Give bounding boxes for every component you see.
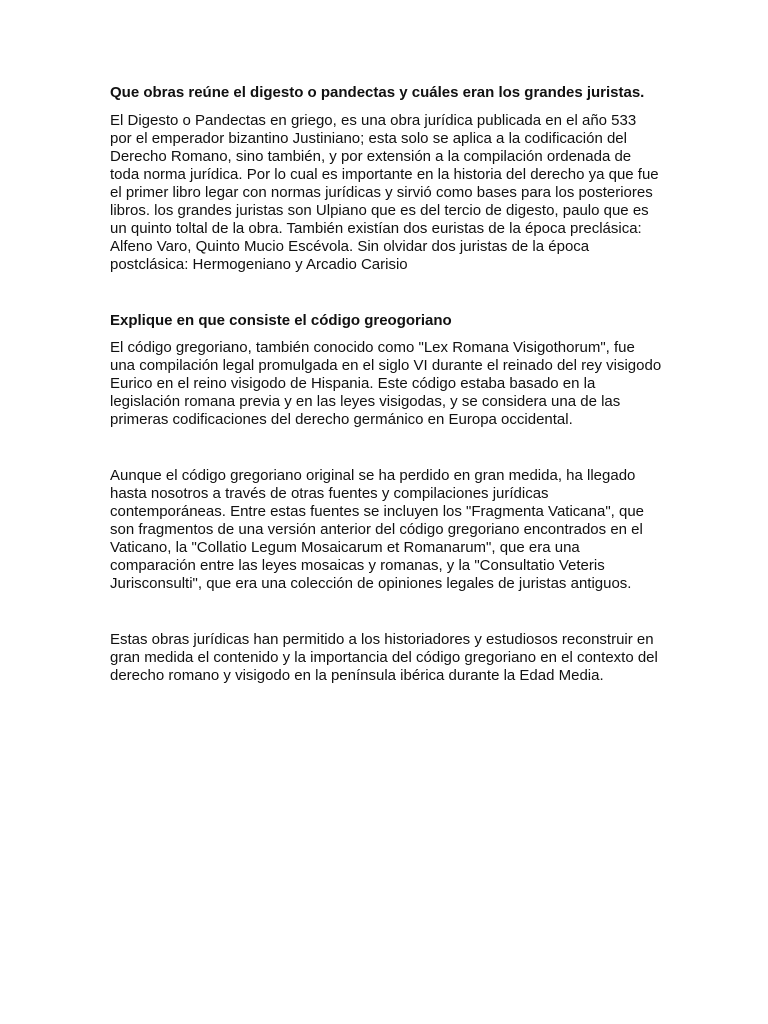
paragraph-codigo-intro: El código gregoriano, también conocido como "Lex Romana Visigothorum", fue una compilación legal promulgada en el siglo VI durante el reinado del rey visigodo Eurico en el reino visigodo de Hispania. Este código estaba basado en la legislación romana previa y en las leyes visigodas, y se considera una de las primeras codificaciones del derecho germánico en Europa occidental. xyxy=(110,339,662,428)
paragraph-digesto: El Digesto o Pandectas en griego, es una obra jurídica publicada en el año 533 por el emperador bizantino Justiniano; esta solo se aplica a la codificación del Derecho Romano, sino también, y por extensión a la compilación ordenada de toda norma jurídica. Por lo cual es importante en la historia del derecho ya que fue el primer libro legar con normas jurídicas y sirvió como bases para los posteriores libros. los grandes juristas son Ulpiano que es del tercio de digesto, paulo que es un quinto toltal de la obra. También existían dos euristas de la época preclásica: Alfeno Varo, Quinto Mucio Escévola. Sin olvidar dos juristas de la época postclásica: Hermogeniano y Arcadio Carisio xyxy=(110,112,659,273)
paragraph-codigo-conclusion: Estas obras jurídicas han permitido a los historiadores y estudiosos reconstruir en gran medida el contenido y la importancia del código gregoriano en el contexto del derecho romano y visigodo en la península ibérica durante la Edad Media. xyxy=(110,631,658,684)
section-heading-digesto: Que obras reúne el digesto o pandectas y cuáles eran los grandes juristas. xyxy=(110,84,645,101)
section-heading-codigo: Explique en que consiste el código greogoriano xyxy=(110,312,452,329)
document-page xyxy=(110,84,662,685)
paragraph-codigo-fuentes: Aunque el código gregoriano original se ha perdido en gran medida, ha llegado hasta nosotros a través de otras fuentes y compilaciones jurídicas contemporáneas. Entre estas fuentes se incluyen los "Fragmenta Vaticana", que son fragmentos de una versión anterior del código gregoriano encontrados en el Vaticano, la "Collatio Legum Mosaicarum et Romanarum", que era una comparación entre las leyes mosaicas y romanas, y la "Consultatio Veteris Jurisconsulti", que era una colección de opiniones legales de juristas antiguos. xyxy=(110,467,645,592)
